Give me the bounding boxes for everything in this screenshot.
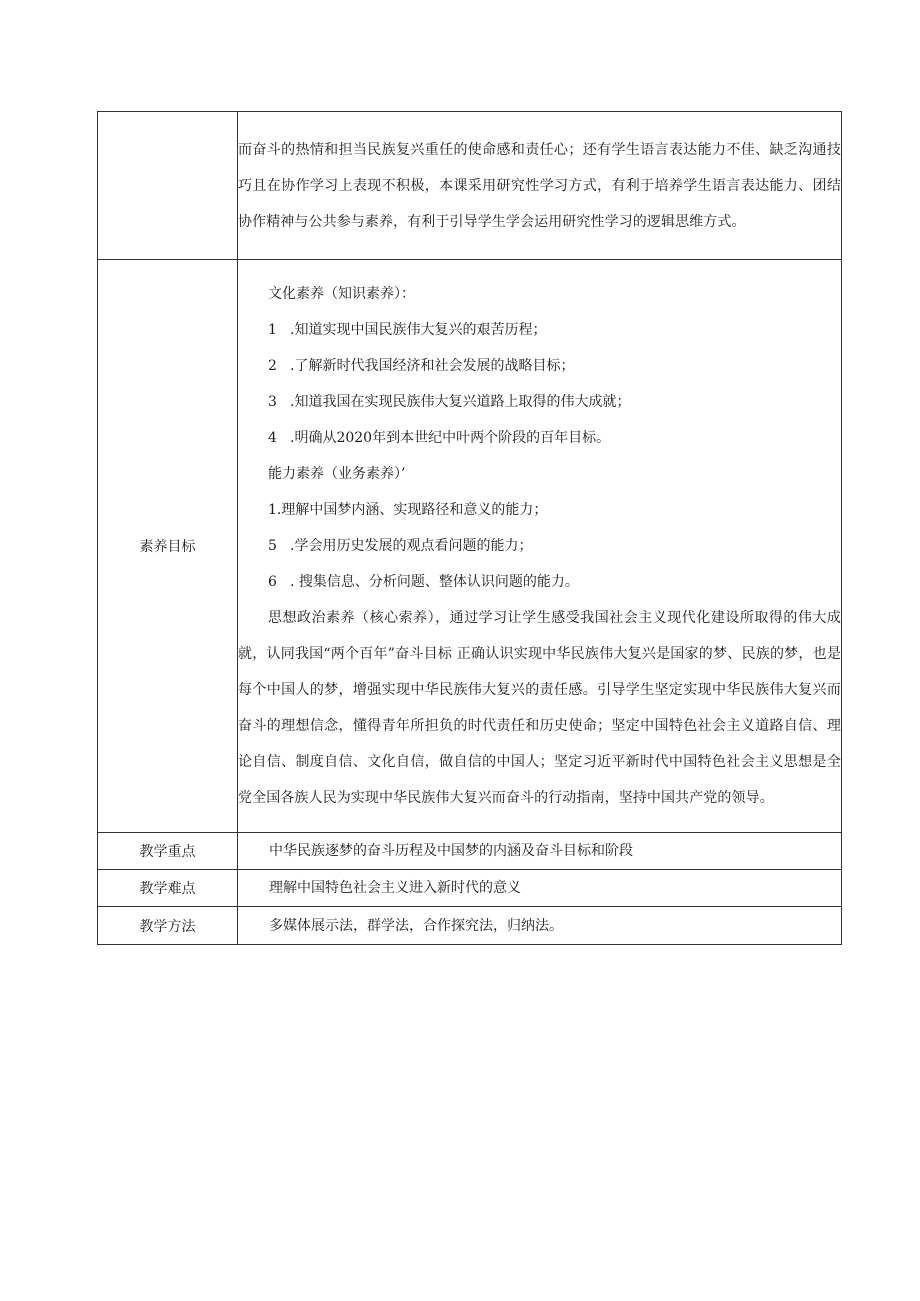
item-number: 3 — [268, 394, 277, 410]
difficulties-text: 理解中国特色社会主义进入新时代的意义 — [269, 880, 521, 896]
table-row-difficulties — [98, 870, 842, 907]
ability-heading: 能力素养（业务素养）’ — [268, 466, 406, 482]
methods-cell — [238, 907, 842, 945]
item-text: . 搜集信息、分析问题、整体认识问题的能力。 — [290, 574, 579, 590]
item-number: 1 — [268, 322, 277, 338]
table-row-key-points — [98, 833, 842, 870]
item-text: .明确从2020年到本世纪中叶两个阶段的百年目标。 — [290, 430, 611, 446]
row-label-empty — [98, 112, 238, 260]
row-label-difficulties: 教学难点 — [98, 870, 238, 907]
table-row-methods — [98, 907, 842, 945]
ability-item — [238, 564, 841, 600]
core-literacy-paragraph: 思想政治素养（核心索养），通过学习让学生感受我国社会主义现代化建设所取得的伟大成就，认同我国“两个百年”奋斗目标 正确认识实现中华民族伟大复兴是国家的梦、民族的梦，也是每个中国人的梦，增强实现中华民族伟大复兴的责任感。引导学生坚定实现中华民族伟大复兴而奋斗的理想信念，懂得青年所担负的时代责任和历史使命；坚定中国特色社会主义道路自信、理论自信、制度自信、文化自信，做自信的中国人；坚定习近平新时代中国特色社会主义思想是全党全国各族人民为实现中华民族伟大复兴而奋斗的行动指南，坚持中国共产党的领导。 — [238, 610, 841, 806]
key-points-text: 中华民族逐梦的奋斗历程及中国梦的内涵及奋斗目标和阶段 — [269, 843, 633, 859]
item-number: 4 — [268, 430, 277, 446]
methods-text: 多媒体展示法，群学法，合作探究法，归纳法。 — [269, 917, 563, 934]
item-number: 6 — [268, 574, 277, 590]
ability-item: 1.理解中国梦内涵、实现路径和意义的能力； — [268, 502, 548, 518]
learning-situation-cell — [238, 112, 842, 260]
learning-situation-text: 而奋斗的热情和担当民族复兴重任的使命感和责任心；还有学生语言表达能力不佳、缺乏沟通技巧且在协作学习上表现不积极，本课采用研究性学习方式，有利于培养学生语言表达能力、团结协作精神与公共参与素养，有利于引导学生学会运用研究性学习的逻辑思维方式。 — [238, 141, 841, 230]
row-label-key-points: 教学重点 — [98, 833, 238, 870]
knowledge-item — [238, 348, 841, 384]
item-text: .了解新时代我国经济和社会发展的战略目标； — [290, 358, 575, 374]
difficulties-cell — [238, 870, 842, 907]
item-number: 2 — [268, 358, 277, 374]
item-text: .知道我国在实现民族伟大复兴道路上取得的伟大成就； — [290, 394, 631, 410]
knowledge-item — [238, 420, 841, 456]
item-number: 5 — [268, 538, 277, 554]
ability-item — [238, 528, 841, 564]
table-row-learning-situation — [98, 112, 842, 260]
row-label-methods: 教学方法 — [98, 907, 238, 945]
literacy-goals-cell — [238, 260, 842, 833]
knowledge-heading: 文化素养（知识素养）： — [268, 286, 415, 302]
row-label-literacy-goals: 素养目标 — [98, 260, 238, 833]
key-points-cell — [238, 833, 842, 870]
item-text: .知道实现中国民族伟大复兴的艰苦历程； — [290, 322, 547, 338]
item-text: .学会用历史发展的观点看问题的能力； — [290, 538, 533, 554]
knowledge-item — [238, 312, 841, 348]
lesson-plan-table — [97, 111, 842, 945]
table-row-literacy-goals — [98, 260, 842, 833]
knowledge-item — [238, 384, 841, 420]
